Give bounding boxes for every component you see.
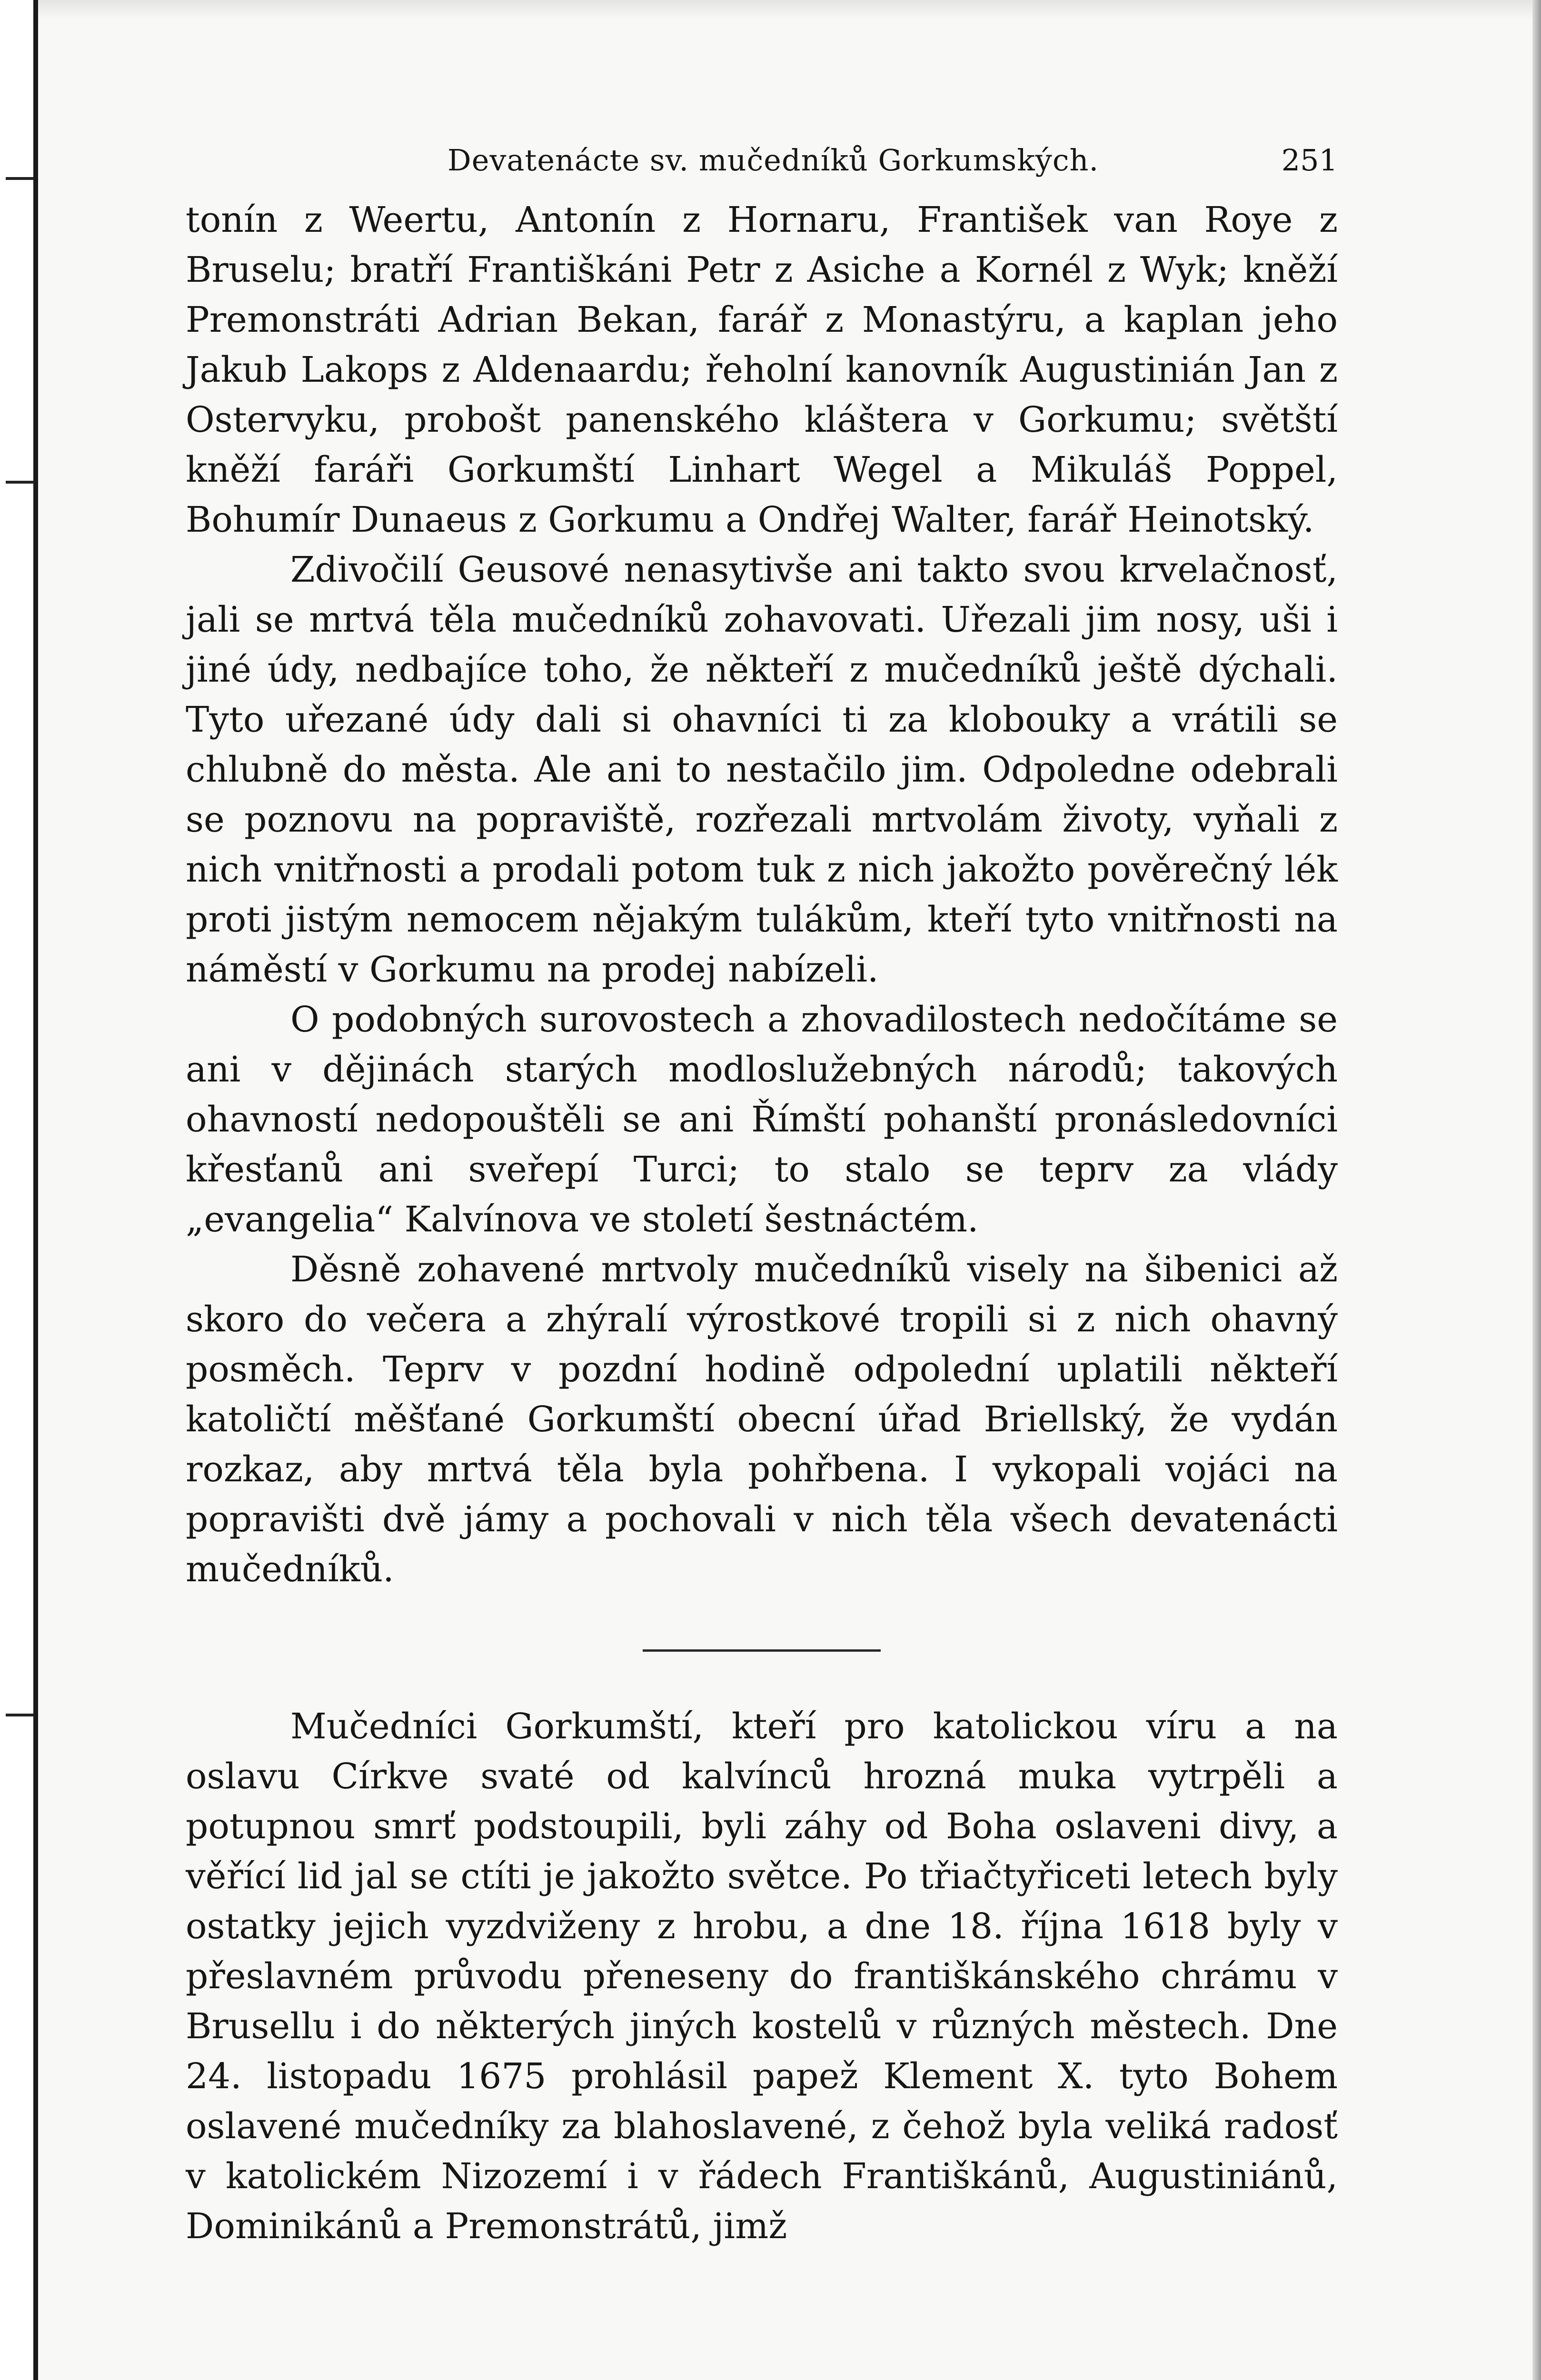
margin-mark (6, 481, 34, 484)
paragraph-continued: tonín z Weertu, Antonín z Hornaru, František van Roye z Bruselu; bratří Františkáni Petr z Asiche a Kornél z Wyk; kněží Premonstráti Adrian Bekan, farář z Monastýru, a kaplan jeho Jakub Lakops z Aldenaardu; řeholní kanovník Augustinián Jan z Ostervyku, probošt panenského kláštera v Gorkumu; světští kněží faráři Gorkumští Linhart Wegel a Mikuláš Poppel, Bohumír Dunaeus z Gorkumu a Ondřej Walter, farář Heinotský. (186, 199, 1338, 540)
page-number: 251 (1281, 143, 1338, 178)
paragraph: O podobných surovostech a zhovadilostech nedočítáme se ani v dějinách starých modloslužebných národů; takových ohavností nedopouštěli se ani Římští pohanští pronásledovníci křesťanů ani sveřepí Turci; to stalo se teprv za vlády „evangelia“ Kalvínova ve století šestnáctém. (186, 999, 1338, 1240)
margin-mark (6, 177, 34, 180)
section-divider (643, 1649, 881, 1652)
binding-edge (0, 0, 38, 2380)
paragraph: Zdivočilí Geusové nenasytivše ani takto svou krvelačnosť, jali se mrtvá těla mučedníků zohavovati. Uřezali jim nosy, uši i jiné údy, nedbajíce toho, že někteří z mučedníků ještě dýchali. Tyto uřezané údy dali si ohavníci ti za klobouky a vrátili se chlubně do města. Ale ani to nestačilo jim. Odpoledne odebrali se poznovu na popraviště, rozřezali mrtvolám životy, vyňali z nich vnitřnosti a prodali potom tuk z nich jakožto pověrečný lék proti jistým nemocem nějakým tulákům, kteří tyto vnitřnosti na náměstí v Gorkumu na prodej nabízeli. (186, 549, 1338, 990)
paragraph: Děsně zohavené mrtvoly mučedníků visely na šibenici až skoro do večera a zhýralí výrostkové tropili si z nich ohavný posměch. Teprv v pozdní hodině odpolední uplatili někteří katoličtí měšťané Gorkumští obecní úřad Briellský, že vydán rozkaz, aby mrtvá těla byla pohřbena. I vykopali vojáci na popravišti dvě jámy a pochovali v nich těla všech devatenácti mučedníků. (186, 1249, 1338, 1590)
running-header (186, 138, 1338, 195)
running-title: Devatenácte sv. mučedníků Gorkumských. (447, 143, 1099, 178)
paragraph-final: Mučedníci Gorkumští, kteří pro katolickou víru a na oslavu Církve svaté od kalvínců hrozná muka vytrpěli a potupnou smrť podstoupili, byli záhy od Boha oslaveni divy, a věřící lid jal se ctíti je jakožto světce. Po třiačtyřiceti letech byly ostatky jejich vyzdviženy z hrobu, a dne 18. října 1618 byly v přeslavném průvodu přeneseny do františkánského chrámu v Brusellu i do některých jiných kostelů v různých městech. Dne 24. listopadu 1675 prohlásil papež Klement X. tyto Bohem oslavené mučedníky za blahoslavené, z čehož byla veliká radosť v katolickém Nizozemí i v řádech Františkánů, Augustiniánů, Dominikánů a Premonstrátů, jimž (186, 1706, 1338, 2247)
right-page-edge (1532, 0, 1541, 2380)
page-text-block (186, 138, 1338, 2251)
margin-mark (6, 1714, 34, 1716)
top-page-shadow (38, 0, 1532, 19)
